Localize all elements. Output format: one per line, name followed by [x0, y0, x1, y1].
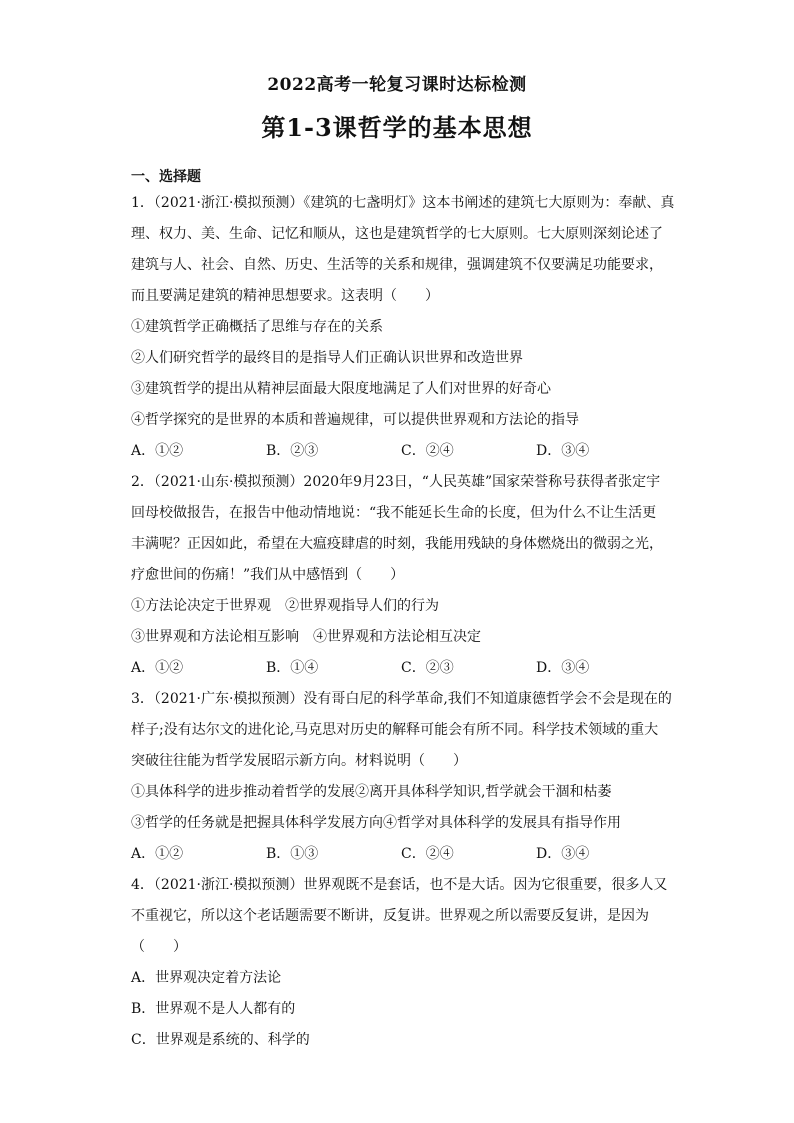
question-1-choices	[131, 436, 671, 467]
question-2-stem-line: 丰满呢？正因如此，希望在大瘟疫肆虐的时刻，我能用残缺的身体燃烧出的微弱之光，	[131, 536, 663, 552]
question-4-option-c[interactable]: C．世界观是系统的、科学的	[131, 1032, 310, 1048]
question-3-statement: ③哲学的任务就是把握具体科学发展方向④哲学对具体科学的发展具有指导作用	[131, 815, 621, 831]
question-2-stem-line: 疗愈世间的伤痛！”我们从中感悟到（ ）	[131, 567, 405, 583]
document-title: 2022高考一轮复习课时达标检测	[267, 75, 527, 95]
question-1-statement: ②人们研究哲学的最终目的是指导人们正确认识世界和改造世界	[131, 350, 523, 366]
choice-d[interactable]: D．③④	[536, 660, 590, 676]
question-3-stem-line: 3．（2021·广东·模拟预测）没有哥白尼的科学革命,我们不知道康德哲学会不会是现在的	[131, 691, 672, 707]
choice-b[interactable]: B．①③	[266, 846, 319, 862]
choice-c[interactable]: C．②④	[401, 443, 454, 459]
question-4-stem-line: （ ）	[131, 939, 187, 955]
question-1-stem-line: 理、权力、美、生命、记忆和顺从，这也是建筑哲学的七大原则。七大原则深刻论述了	[131, 226, 663, 242]
question-list	[131, 188, 675, 1056]
question-1-statement: ①建筑哲学正确概括了思维与存在的关系	[131, 319, 383, 335]
question-3-stem-line: 样子;没有达尔文的进化论,马克思对历史的解释可能会有所不同。科学技术领域的重大	[131, 722, 659, 738]
choice-d[interactable]: D．③④	[536, 443, 590, 459]
choice-c[interactable]: C．②③	[401, 660, 454, 676]
question-4-stem-line: 不重视它，所以这个老话题需要不断讲，反复讲。世界观之所以需要反复讲，是因为	[131, 908, 649, 924]
choice-a[interactable]: A．①②	[131, 660, 184, 676]
question-4-option-a[interactable]: A．世界观决定着方法论	[131, 970, 282, 986]
question-1-statement: ④哲学探究的是世界的本质和普遍规律，可以提供世界观和方法论的指导	[131, 412, 579, 428]
question-2-statement: ①方法论决定于世界观 ②世界观指导人们的行为	[131, 598, 439, 614]
question-3-stem-line: 突破往往能为哲学发展昭示新方向。材料说明（ ）	[131, 753, 467, 769]
choice-d[interactable]: D．③④	[536, 846, 590, 862]
question-2-stem-line: 回母校做报告，在报告中他动情地说：“我不能延长生命的长度，但为什么不让生活更	[131, 505, 657, 521]
question-4-stem-line: 4．（2021·浙江·模拟预测）世界观既不是套话，也不是大话。因为它很重要，很多人又	[131, 877, 668, 893]
question-3-statement: ①具体科学的进步推动着哲学的发展②离开具体科学知识,哲学就会干涸和枯萎	[131, 784, 612, 800]
question-1-stem-line: 建筑与人、社会、自然、历史、生活等的关系和规律，强调建筑不仅要满足功能要求，	[131, 257, 663, 273]
section-heading: 一、选择题	[131, 169, 201, 185]
question-1-stem-line: 而且要满足建筑的精神思想要求。这表明（ ）	[131, 288, 439, 304]
choice-b[interactable]: B．①④	[266, 660, 319, 676]
question-2-stem-line: 2．（2021·山东·模拟预测）2020年9月23日，“人民英雄”国家荣誉称号获得者张定宇	[131, 474, 661, 490]
question-2-choices	[131, 653, 671, 684]
lesson-title: 第1-3课哲学的基本思想	[261, 113, 533, 142]
question-1-statement: ③建筑哲学的提出从精神层面最大限度地满足了人们对世界的好奇心	[131, 381, 551, 397]
question-4-option-b[interactable]: B．世界观不是人人都有的	[131, 1001, 296, 1017]
question-2-statement: ③世界观和方法论相互影响 ④世界观和方法论相互决定	[131, 629, 481, 645]
choice-b[interactable]: B．②③	[266, 443, 319, 459]
question-3-choices	[131, 839, 671, 870]
choice-a[interactable]: A．①②	[131, 443, 184, 459]
choice-c[interactable]: C．②④	[401, 846, 454, 862]
question-1-stem-line: 1．（2021·浙江·模拟预测）《建筑的七盏明灯》这本书阐述的建筑七大原则为：奉献、真	[131, 195, 675, 211]
choice-a[interactable]: A．①②	[131, 846, 184, 862]
